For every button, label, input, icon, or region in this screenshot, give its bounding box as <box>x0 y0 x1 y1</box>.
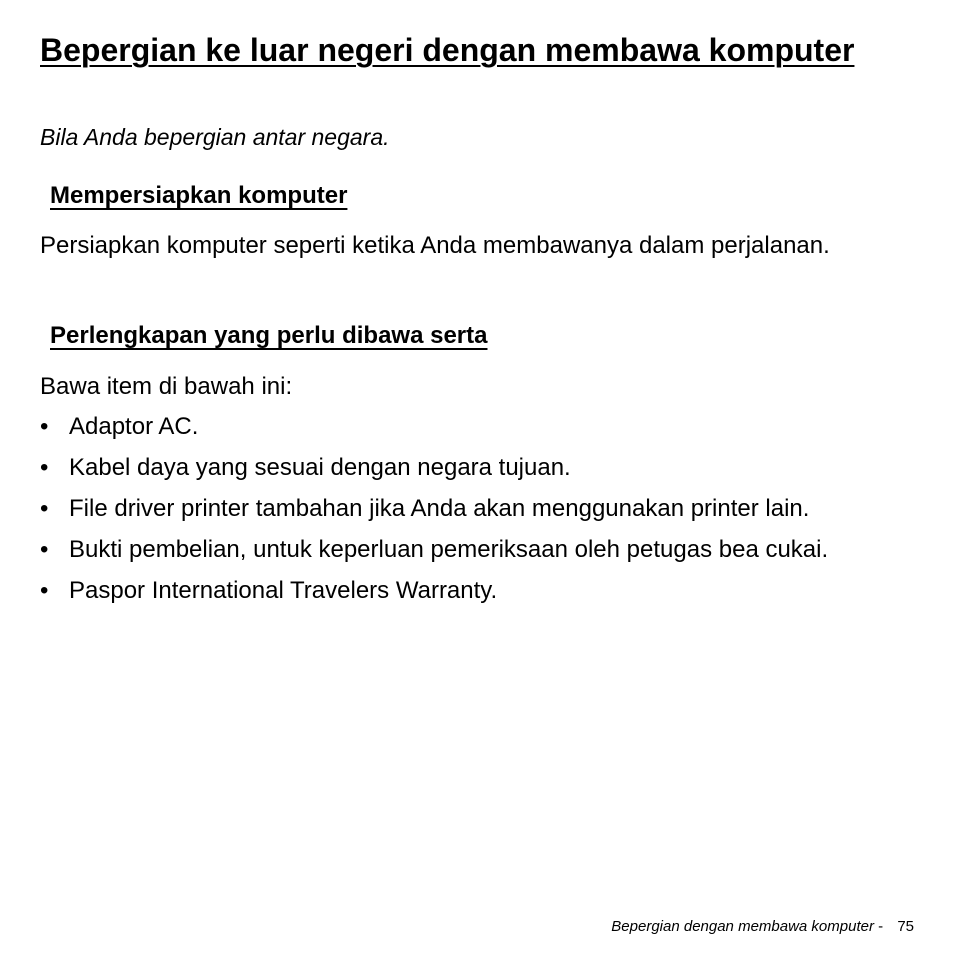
page-subtitle: Bila Anda bepergian antar negara. <box>40 124 390 150</box>
section-paragraph-prepare: Persiapkan komputer seperti ketika Anda membawanya dalam perjalanan. <box>40 232 830 259</box>
footer-separator: - <box>878 918 884 935</box>
section-heading-prepare: Mempersiapkan komputer <box>50 182 348 209</box>
bullet-icon: • <box>40 577 49 604</box>
footer-chapter-title: Bepergian dengan membawa komputer <box>611 918 874 935</box>
section-heading-equipment: Perlengkapan yang perlu dibawa serta <box>50 322 488 349</box>
list-item-text: Bukti pembelian, untuk keperluan pemeriksaan oleh petugas bea cukai. <box>69 536 829 563</box>
list-item <box>40 533 940 574</box>
list-item-text: File driver printer tambahan jika Anda akan menggunakan printer lain. <box>69 495 810 522</box>
equipment-list <box>40 410 940 615</box>
bullet-icon: • <box>40 536 49 563</box>
bullet-icon: • <box>40 413 49 440</box>
bullet-icon: • <box>40 454 49 481</box>
list-item <box>40 492 940 533</box>
page-footer <box>611 918 914 936</box>
section-paragraph-equipment: Bawa item di bawah ini: <box>40 373 293 400</box>
bullet-icon: • <box>40 495 49 522</box>
list-item <box>40 451 940 492</box>
list-item-text: Adaptor AC. <box>69 413 199 440</box>
page-number: 75 <box>897 918 914 935</box>
list-item <box>40 574 940 615</box>
list-item <box>40 410 940 451</box>
list-item-text: Paspor International Travelers Warranty. <box>69 577 498 604</box>
page-title: Bepergian ke luar negeri dengan membawa komputer <box>40 32 855 68</box>
list-item-text: Kabel daya yang sesuai dengan negara tujuan. <box>69 454 571 481</box>
